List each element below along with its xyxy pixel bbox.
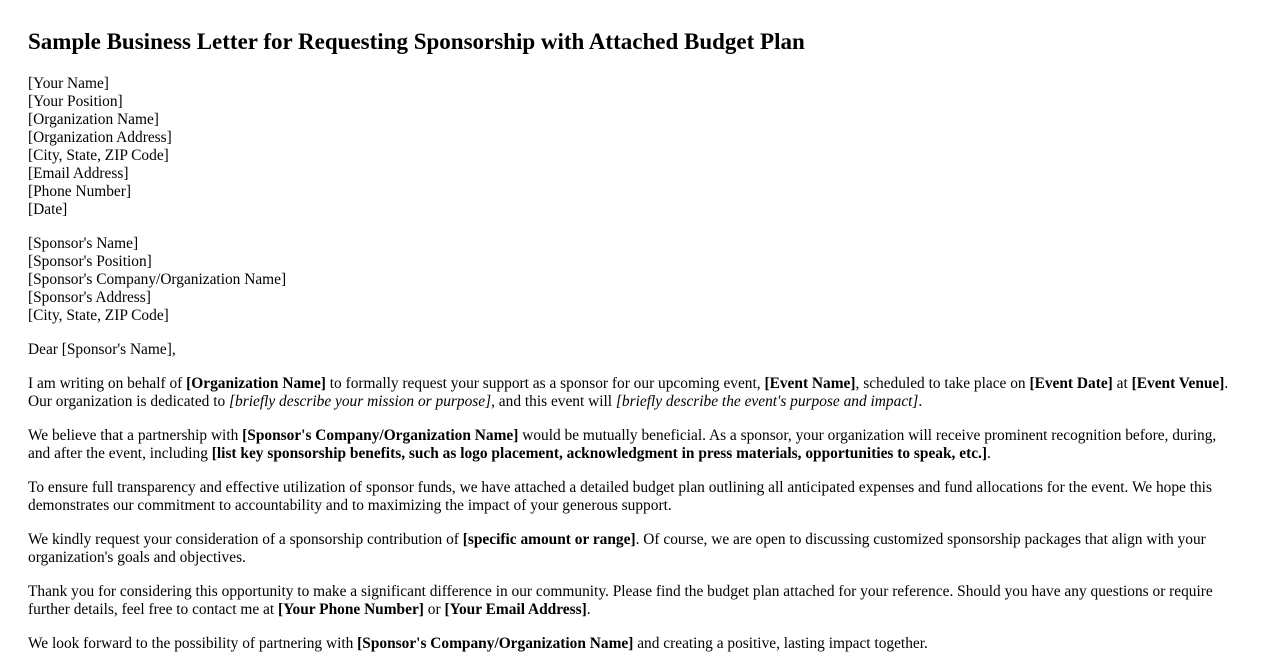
salutation: Dear [Sponsor's Name],	[28, 341, 176, 358]
letter-date: [Date]	[28, 201, 68, 218]
letter-document	[28, 0, 1240, 653]
sender-organization: [Organization Name]	[28, 111, 159, 128]
text-run: To ensure full transparency and effective utilization of sponsor funds, we have attached a detailed budget plan outlining all anticipated expenses and fund allocations for the event. We hope this demonstrates our commitment to accountability and to maximizing the impact of your generous support.	[28, 479, 1212, 514]
text-run: , scheduled to take place on	[855, 375, 1030, 392]
sender-phone: [Phone Number]	[28, 183, 132, 200]
placeholder-sponsor-company: [Sponsor's Company/Organization Name]	[357, 635, 634, 652]
recipient-name: [Sponsor's Name]	[28, 235, 139, 252]
text-run: . Of course, we are open to discussing customized sponsorship packages that align with your organization's goals and objectives.	[28, 531, 1206, 566]
recipient-company: [Sponsor's Company/Organization Name]	[28, 271, 287, 288]
sender-name: [Your Name]	[28, 75, 109, 92]
paragraph-intro	[28, 375, 1240, 411]
paragraph-partnership	[28, 427, 1240, 463]
placeholder-sponsor-company: [Sponsor's Company/Organization Name]	[242, 427, 519, 444]
placeholder-amount: [specific amount or range]	[462, 531, 636, 548]
placeholder-event-venue: [Event Venue]	[1131, 375, 1225, 392]
text-run: would be mutually beneficial. As a sponsor, your organization will receive prominent recognition before, during, and after the event, including	[28, 427, 1217, 462]
sender-position: [Your Position]	[28, 93, 123, 110]
placeholder-event-date: [Event Date]	[1029, 375, 1113, 392]
recipient-position: [Sponsor's Position]	[28, 253, 152, 270]
paragraph-closing	[28, 635, 1240, 653]
sender-address-block	[28, 75, 1240, 219]
recipient-address: [Sponsor's Address]	[28, 289, 151, 306]
placeholder-phone-number: [Your Phone Number]	[277, 601, 424, 618]
sender-email: [Email Address]	[28, 165, 129, 182]
recipient-city-state-zip: [City, State, ZIP Code]	[28, 307, 169, 324]
text-run: , and this event will	[491, 393, 616, 410]
text-run: to formally request your support as a sponsor for our upcoming event,	[325, 375, 765, 392]
text-run: We look forward to the possibility of partnering with	[28, 635, 358, 652]
placeholder-email-address: [Your Email Address]	[444, 601, 587, 618]
paragraph-thanks	[28, 583, 1240, 619]
placeholder-event-purpose: [briefly describe the event's purpose and impact]	[615, 393, 919, 410]
text-run: Thank you for considering this opportunity to make a significant difference in our community. Please find the budget plan attached for your reference. Should you have any questions or require further details, feel free to contact me at	[28, 583, 1213, 618]
text-run: or	[423, 601, 445, 618]
text-run: I am writing on behalf of	[28, 375, 187, 392]
placeholder-mission: [briefly describe your mission or purpose]	[229, 393, 492, 410]
text-run: and creating a positive, lasting impact together.	[633, 635, 928, 652]
placeholder-organization-name: [Organization Name]	[186, 375, 326, 392]
text-run: . Our organization is dedicated to	[28, 375, 1229, 410]
text-run: We believe that a partnership with	[28, 427, 243, 444]
text-run: .	[987, 445, 991, 462]
sender-organization-address: [Organization Address]	[28, 129, 172, 146]
placeholder-sponsorship-benefits: [list key sponsorship benefits, such as logo placement, acknowledgment in press materials, opportunities to speak, etc.]	[211, 445, 988, 462]
paragraph-request	[28, 531, 1240, 567]
text-run: .	[586, 601, 591, 618]
recipient-address-block	[28, 235, 1240, 325]
placeholder-event-name: [Event Name]	[764, 375, 856, 392]
text-run: at	[1112, 375, 1132, 392]
sender-city-state-zip: [City, State, ZIP Code]	[28, 147, 169, 164]
text-run: We kindly request your consideration of a sponsorship contribution of	[28, 531, 463, 548]
paragraph-budget	[28, 479, 1240, 515]
text-run: .	[918, 393, 923, 410]
page-title: Sample Business Letter for Requesting Sponsorship with Attached Budget Plan	[28, 29, 805, 54]
